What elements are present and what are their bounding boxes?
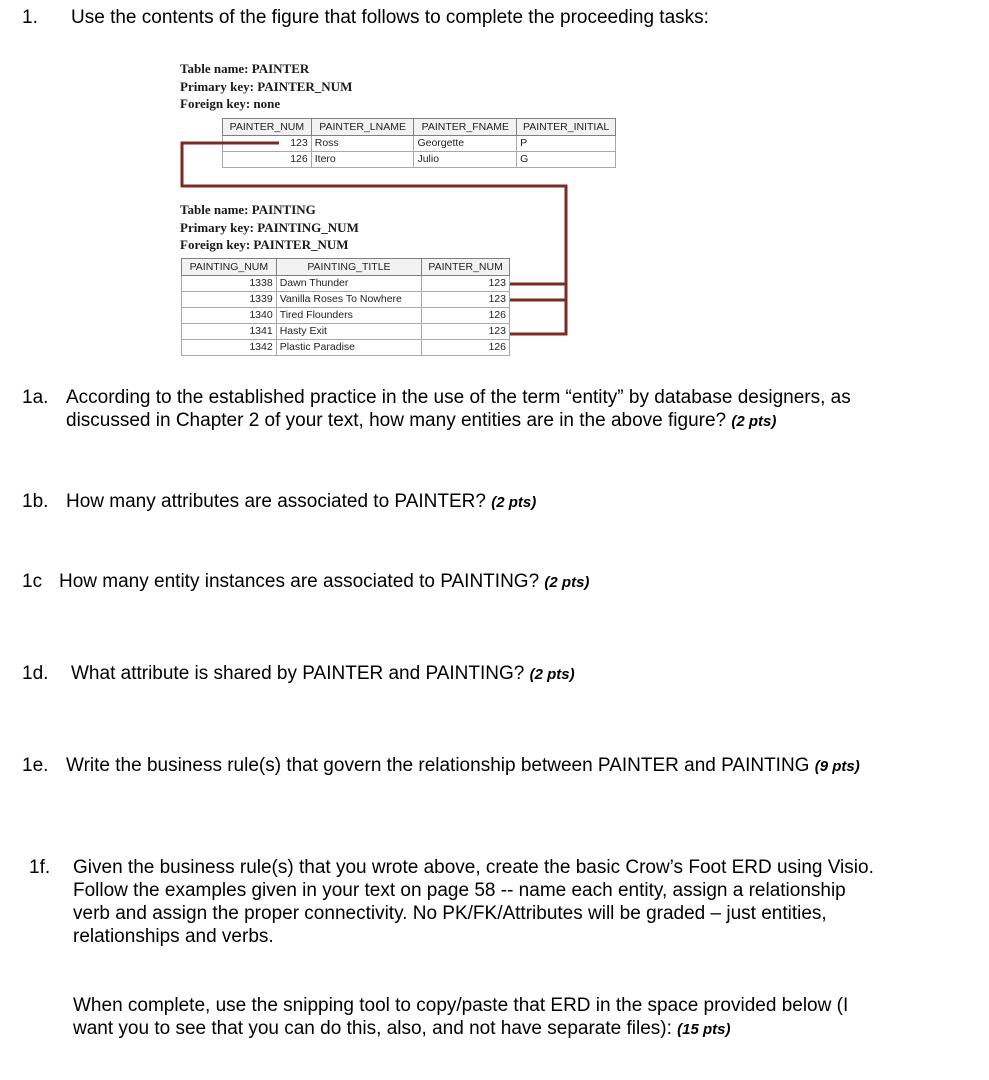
question-1c-label: 1c — [22, 571, 43, 592]
question-1e-label: 1e. — [22, 755, 49, 776]
column-header: PAINTER_NUM — [223, 119, 312, 136]
table-cell: P — [517, 136, 616, 152]
question-1c-text: How many entity instances are associated to PAINTING? — [59, 571, 540, 592]
painter-primary-key: Primary key: PAINTER_NUM — [180, 78, 353, 94]
question-1f-instruction: When complete, use the snipping tool to copy/paste that ERD in the space provided below (I — [73, 995, 849, 1016]
table-cell: 1340 — [182, 308, 277, 324]
table-cell: G — [517, 152, 616, 168]
table-cell: Georgette — [414, 136, 517, 152]
table-cell: 123 — [422, 292, 510, 308]
table-cell: 123 — [422, 276, 510, 292]
table-cell: 126 — [422, 308, 510, 324]
connector-line — [182, 143, 566, 334]
question-1f-line: relationships and verbs. — [73, 926, 274, 947]
column-header: PAINTING_NUM — [182, 259, 277, 276]
question-1a-text: According to the established practice in the use of the term “entity” by database designers, as — [66, 387, 851, 408]
column-header: PAINTER_FNAME — [414, 119, 517, 136]
question-1f-line: Given the business rule(s) that you wrote above, create the basic Crow’s Foot ERD using Visio. — [73, 857, 874, 878]
table-cell: 126 — [422, 340, 510, 356]
question-1-text: Use the contents of the figure that follows to complete the proceeding tasks: — [71, 7, 709, 28]
column-header: PAINTER_NUM — [422, 259, 510, 276]
question-1e-text: Write the business rule(s) that govern the relationship between PAINTER and PAINTING — [66, 755, 810, 776]
table-cell: Vanilla Roses To Nowhere — [276, 292, 421, 308]
painter-table-name: Table name: PAINTER — [180, 61, 310, 76]
painter-foreign-key: Foreign key: none — [180, 96, 281, 111]
points-badge: (9 pts) — [814, 758, 860, 775]
question-1d-text: What attribute is shared by PAINTER and PAINTING? — [71, 663, 525, 684]
table-cell: Julio — [414, 152, 517, 168]
question-1a-text-line2 — [66, 409, 776, 433]
points-badge: (2 pts) — [544, 574, 590, 591]
question-1e — [66, 754, 860, 778]
question-1d — [71, 662, 575, 686]
question-1b — [66, 490, 536, 514]
relationship-connector — [0, 0, 989, 400]
question-1a-text-cont: discussed in Chapter 2 of your text, how many entities are in the above figure? — [66, 410, 727, 431]
points-badge: (2 pts) — [731, 413, 777, 430]
question-1f-instruction-cont: want you to see that you can do this, also, and not have separate files): — [73, 1018, 672, 1039]
table-cell: Itero — [311, 152, 414, 168]
question-1a-label: 1a. — [22, 387, 49, 408]
table-cell: 1342 — [182, 340, 277, 356]
points-badge: (2 pts) — [491, 494, 537, 511]
points-badge: (2 pts) — [529, 666, 575, 683]
question-1b-label: 1b. — [22, 491, 49, 512]
painting-foreign-key: Foreign key: PAINTER_NUM — [180, 237, 349, 252]
painting-primary-key: Primary key: PAINTING_NUM — [180, 219, 359, 235]
table-cell: 126 — [223, 152, 312, 168]
table-cell: Dawn Thunder — [276, 276, 421, 292]
table-cell: Plastic Paradise — [276, 340, 421, 356]
question-1f-line: verb and assign the proper connectivity. No PK/FK/Attributes will be graded – just entities, — [73, 903, 827, 924]
question-1f-label: 1f. — [29, 857, 51, 878]
table-cell: 123 — [223, 136, 312, 152]
column-header: PAINTER_LNAME — [311, 119, 414, 136]
table-cell: Hasty Exit — [276, 324, 421, 340]
table-cell: 123 — [422, 324, 510, 340]
column-header: PAINTER_INITIAL — [517, 119, 616, 136]
table-cell: 1338 — [182, 276, 277, 292]
question-1f-instruction-line2 — [73, 1017, 731, 1041]
question-1f-line: Follow the examples given in your text on page 58 -- name each entity, assign a relationship — [73, 880, 846, 901]
points-badge: (15 pts) — [677, 1021, 731, 1038]
column-header: PAINTING_TITLE — [276, 259, 421, 276]
question-1d-label: 1d. — [22, 663, 49, 684]
question-1c — [59, 570, 589, 594]
table-cell: 1341 — [182, 324, 277, 340]
table-cell: 1339 — [182, 292, 277, 308]
table-cell: Tired Flounders — [276, 308, 421, 324]
question-1b-text: How many attributes are associated to PAINTER? — [66, 491, 486, 512]
painting-table-name: Table name: PAINTING — [180, 202, 316, 217]
table-cell: Ross — [311, 136, 414, 152]
question-1-number: 1. — [22, 7, 38, 28]
